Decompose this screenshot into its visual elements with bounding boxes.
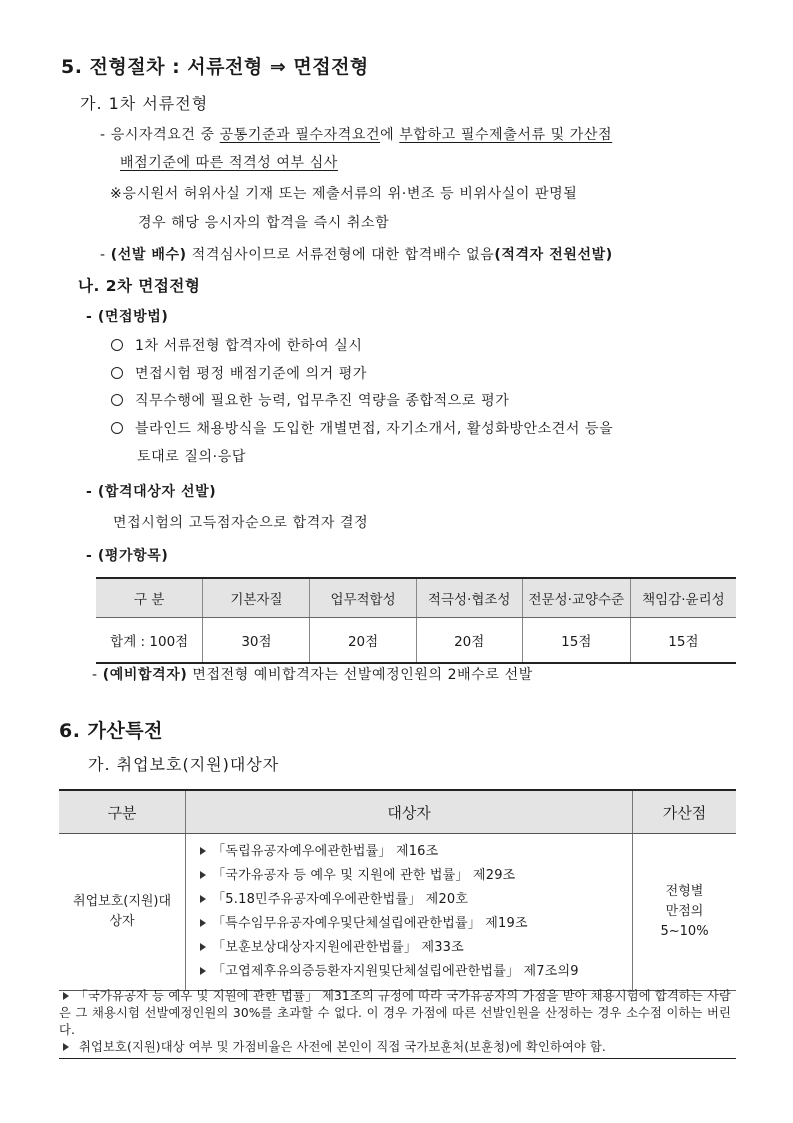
score-total: 합계 : 100점 [96, 618, 203, 664]
section6-ga-heading: 가. 취업보호(지원)대상자 [88, 755, 280, 774]
section5-ga-heading: 가. 1차 서류전형 [80, 94, 209, 113]
bonus-header-target: 대상자 [186, 790, 633, 834]
false-info-note-line2: 경우 해당 응시자의 합격을 즉시 취소함 [138, 215, 390, 231]
circle-bullet-icon [111, 394, 123, 406]
score-table-row [96, 618, 736, 664]
bonus-points-line3: 5~10% [660, 924, 709, 939]
bonus-note-1 [59, 988, 731, 1039]
bonus-category [59, 834, 186, 991]
bonus-law-list [186, 834, 633, 991]
pass-selection-text: 면접시험의 고득점자순으로 합격자 결정 [113, 515, 369, 531]
score-header-suitability: 업무적합성 [310, 578, 416, 618]
score-ethics: 15점 [630, 618, 736, 664]
bonus-points-line1: 전형별 [665, 884, 704, 899]
score-header-category: 구 분 [96, 578, 203, 618]
false-info-note-line1: ※응시원서 허위사실 기재 또는 제출서류의 위·변조 등 비위사실이 판명될 [110, 186, 578, 202]
law-text: 「5.18민주유공자예우에관한법률」 제20호 [212, 892, 469, 907]
list-item [200, 864, 632, 888]
score-suitability: 20점 [310, 618, 416, 664]
circle-bullet-icon [111, 339, 123, 351]
bonus-note-2 [59, 1039, 731, 1056]
interview-method-1-text: 1차 서류전형 합격자에 한하여 실시 [135, 338, 363, 354]
reserve-label: (예비합격자) [102, 667, 188, 683]
score-header-ethics: 책임감·윤리성 [630, 578, 736, 618]
bonus-table-header-row [59, 790, 736, 834]
list-item [200, 888, 632, 912]
interview-method-4 [111, 418, 613, 438]
triangle-bullet-icon [63, 1043, 69, 1051]
criteria-underlined-b: 부합하고 필수제출서류 및 가산점 [399, 127, 613, 143]
circle-bullet-icon [111, 422, 123, 434]
interview-score-table [96, 577, 736, 664]
bonus-table-row [59, 834, 736, 991]
triangle-bullet-icon [63, 992, 69, 1000]
bonus-header-category: 구분 [59, 790, 186, 834]
selection-multiple-end: (적격자 전원선발) [494, 247, 613, 263]
notes-bottom-divider [59, 1058, 736, 1059]
law-text: 「국가유공자 등 예우 및 지원에 관한 법률」 제29조 [212, 868, 516, 883]
law-text: 「고엽제후유의증등환자지원및단체설립에관한법률」 제7조의9 [212, 964, 579, 979]
triangle-bullet-icon [200, 967, 206, 975]
criteria-prefix: - 응시자격요건 중 [100, 127, 220, 143]
interview-method-1 [111, 335, 362, 355]
reserve-dash: - [92, 667, 103, 683]
bonus-note-2-text: 취업보호(지원)대상 여부 및 가점비율은 사전에 본인이 직접 국가보훈처(보훈청)에 확인하여야 함. [79, 1040, 606, 1054]
bonus-category-line2: 상자 [109, 914, 135, 929]
interview-method-4-line2: 토대로 질의·응답 [137, 449, 246, 465]
law-text: 「특수임무유공자예우및단체설립에관한법률」 제19조 [212, 916, 528, 931]
interview-method-2 [111, 363, 367, 383]
section6-title: 6. 가산특전 [59, 720, 163, 742]
document-screening-criteria [100, 124, 612, 144]
score-header-basic: 기본자질 [203, 578, 310, 618]
selection-multiple-label: (선발 배수) [110, 247, 187, 263]
bonus-header-points: 가산점 [633, 790, 736, 834]
list-item [200, 912, 632, 936]
bonus-points-line2: 만점의 [665, 904, 704, 919]
evaluation-items-label: - (평가항목) [86, 548, 169, 564]
score-cooperation: 20점 [416, 618, 522, 664]
reserve-text: 면접전형 예비합격자는 선발예정인원의 2배수로 선발 [187, 667, 533, 683]
triangle-bullet-icon [200, 895, 206, 903]
interview-method-3-text: 직무수행에 필요한 능력, 업무추진 역량을 종합적으로 평가 [135, 393, 510, 409]
interview-method-label: - (면접방법) [86, 309, 169, 325]
bonus-category-line1: 취업보호(지원)대 [73, 894, 172, 909]
list-item [200, 960, 632, 984]
law-text: 「보훈보상대상자지원에관한법률」 제33조 [212, 940, 464, 955]
section5-title: 5. 전형절차 : 서류전형 ⇒ 면접전형 [61, 56, 369, 78]
bonus-notes [59, 988, 731, 1056]
circle-bullet-icon [111, 367, 123, 379]
criteria-mid: 에 [380, 127, 400, 143]
score-header-cooperation: 적극성·협조성 [416, 578, 522, 618]
triangle-bullet-icon [200, 943, 206, 951]
criteria-line2: 배점기준에 따른 적격성 여부 심사 [120, 155, 338, 171]
interview-method-3 [111, 390, 509, 410]
bonus-points-table [59, 789, 736, 991]
triangle-bullet-icon [200, 919, 206, 927]
score-header-expertise: 전문성·교양수준 [522, 578, 630, 618]
selection-multiple [100, 244, 613, 264]
triangle-bullet-icon [200, 871, 206, 879]
selection-multiple-text: 적격심사이므로 서류전형에 대한 합격배수 없음 [186, 247, 495, 263]
score-expertise: 15점 [522, 618, 630, 664]
score-table-header-row [96, 578, 736, 618]
score-basic: 30점 [203, 618, 310, 664]
list-item [200, 840, 632, 864]
interview-method-4-text: 블라인드 채용방식을 도입한 개별면접, 자기소개서, 활성화방안소견서 등을 [135, 421, 614, 437]
triangle-bullet-icon [200, 847, 206, 855]
bonus-note-1-text: 「국가유공자 등 예우 및 지원에 관한 법률」 제31조의 규정에 따라 국가유공자의 가점을 받아 채용시험에 합격하는 사람은 그 채용시험 선발예정인원의 30%를 초과할 수 없다. 이 경우 가점에 따른 선발인원을 산정하는 경우 소수점 이하는 버린다. [59, 989, 731, 1037]
law-text: 「독립유공자예우에관한법률」 제16조 [212, 844, 439, 859]
interview-method-2-text: 면접시험 평정 배점기준에 의거 평가 [135, 366, 368, 382]
bonus-points [633, 834, 736, 991]
criteria-underlined-a: 공통기준과 필수자격요건 [219, 127, 381, 143]
pass-selection-label: - (합격대상자 선발) [86, 484, 217, 500]
reserve-candidates [92, 664, 533, 684]
list-item [200, 936, 632, 960]
selection-dash: - [100, 247, 111, 263]
section5-na-heading: 나. 2차 면접전형 [78, 277, 201, 295]
